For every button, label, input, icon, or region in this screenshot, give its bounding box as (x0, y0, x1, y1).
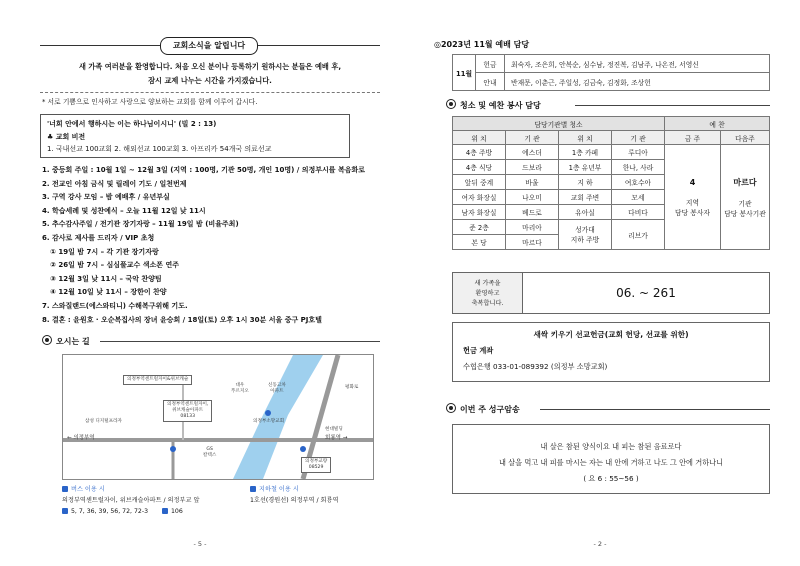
vision-verse: '너희 안에서 행하시는 이는 하나님이시니' (빌 2 : 13) (47, 120, 217, 128)
cleaning-title: 청소 및 예찬 봉사 담당 (460, 101, 541, 110)
cleaning-cell: 성가대 지하 주방 (559, 220, 612, 250)
memory-verse-title: 이번 주 성구암송 (460, 405, 520, 414)
mission-box (452, 322, 770, 382)
worship-table (452, 54, 770, 91)
newcomer-number: 06. ~ 261 (616, 286, 676, 300)
cleaning-cell: 4층 식당 (453, 160, 506, 175)
page-number: - 5 - (193, 540, 207, 548)
target-icon (446, 403, 456, 413)
cleaning-cell: 4층 주방 (453, 145, 506, 160)
welcome-line: 새 가족 여러분을 환영합니다. 처음 오신 분이나 등록하기 원하시는 분들은 예배 후, (78, 62, 342, 71)
map-station-marker (300, 446, 306, 452)
worship-month: 11월 (453, 55, 476, 91)
map-label-road: 평화로 (345, 385, 359, 390)
welcome-line: 잠시 교제 나누는 시간을 가지겠습니다. (148, 76, 272, 85)
next-week-number: 마르다 (733, 177, 757, 187)
map-label-samsung: 삼성 디지털프라자 (85, 419, 122, 424)
welcome-message (40, 60, 380, 88)
cleaning-cell: 여자 화장실 (453, 190, 506, 205)
announcement-item: 1. 중등회 주일 : 10월 1일 ~ 12월 3일 (지역 : 100명, 기관 50명, 개인 10명) / 의정부시를 복음화로 (42, 166, 366, 174)
green-bus-icon (162, 508, 168, 514)
cleaning-cell: 남자 화장실 (453, 205, 506, 220)
notice-title: 교회소식을 알립니다 (160, 37, 258, 55)
cleaning-cell: 리브가 (612, 220, 665, 250)
memory-verse-rule (540, 409, 770, 410)
mission-account: 수협은행 033-01-089392 (의정부 소망교회) (463, 362, 608, 371)
directions-heading (42, 334, 90, 348)
this-week-number: 4 (689, 177, 696, 187)
cleaning-cell: 루디아 (612, 145, 665, 160)
target-icon (446, 99, 456, 109)
column-header: 위 치 (559, 131, 612, 145)
mission-title: 새싹 키우기 선교헌금(교회 헌당, 선교를 위한) (533, 330, 689, 339)
snack-header: 예 찬 (665, 117, 770, 131)
map-label-complex: 의정부역센트럴자이&위브캐슬 (123, 375, 192, 385)
cleaning-rule (575, 105, 770, 106)
announcement-subitem: ④ 12월 10일 낮 11시 – 장한이 찬양 (50, 288, 167, 297)
vision-box (40, 114, 350, 158)
mission-account-label: 헌금 계좌 (463, 346, 494, 355)
worship-heading: ◎2023년 11월 예배 담당 (434, 40, 530, 49)
map-label-uijeongbu-station: ← 의정부역 (67, 435, 95, 441)
announcement-subitem: ③ 12월 3일 낮 11시 – 국악 찬양팀 (50, 274, 162, 283)
page-number: - 2 - (593, 540, 607, 548)
column-header: 기 관 (612, 131, 665, 145)
cleaning-cell: 나오미 (506, 190, 559, 205)
column-header: 다음주 (721, 131, 770, 145)
announcement-item: 6. 감사로 제사를 드리자 / VIP 초청 (42, 233, 155, 242)
bus-green-number: 106 (170, 508, 183, 515)
cleaning-cell: 마리아 (506, 220, 559, 235)
right-page (400, 0, 800, 566)
verse-line: 내 살은 참된 양식이요 내 피는 참된 음료로다 (540, 442, 682, 451)
cleaning-table (452, 116, 770, 250)
column-header: 위 치 (453, 131, 506, 145)
vision-text: 1. 국내선교 100교회 2. 해외선교 100교회 3. 아프리카 54개국 의료선교 (47, 145, 272, 153)
announcement-item: 5. 추수감사주일 / 전기관 장기자랑 – 11월 19일 밤 (비율주최) (42, 220, 239, 229)
map-label-shindong: 신동고차 아파트 (268, 383, 286, 394)
cleaning-cell: 유아실 (559, 205, 612, 220)
subway-info (250, 484, 338, 506)
this-week-line2: 담당 봉사자 (675, 208, 710, 217)
verse-line: 내 살을 먹고 내 피를 마시는 자는 내 안에 거하고 나도 그 안에 거하나니 (498, 458, 724, 467)
target-icon (42, 335, 52, 345)
announcement-subitem: ② 26일 밤 7시 – 심심풀교수 색소폰 연주 (50, 261, 180, 270)
cleaning-header: 담당기관별 청소 (453, 117, 665, 131)
cleaning-cell: 베드로 (506, 205, 559, 220)
memory-verse-box (452, 424, 770, 494)
map-label-hyundai: 현대빌딩 (325, 427, 343, 432)
cleaning-cell: 지 하 (559, 175, 612, 190)
cleaning-cell: 모세 (612, 190, 665, 205)
worship-names: 최숙자, 조은희, 안복순, 심수남, 정진복, 김남주, 나온전, 서영신 (505, 55, 770, 73)
memory-verse-heading (446, 402, 520, 416)
map-station-marker (170, 446, 176, 452)
cleaning-cell: 1층 유년부 (559, 160, 612, 175)
next-week-line2: 담당 봉사기관 (724, 209, 766, 218)
cleaning-cell: 준 2층 (453, 220, 506, 235)
blue-bus-icon (62, 508, 68, 514)
this-week-cell (665, 145, 721, 250)
map-label-church: 의정부소망교회 (253, 419, 285, 424)
church-map (62, 354, 374, 480)
announcement-item: 3. 구역 강사 모임 – 밤 예배후 / 유년부실 (42, 193, 170, 202)
column-header: 금 주 (665, 131, 721, 145)
subway-line: 1호선(경원선) 의정부역 / 회룡역 (250, 497, 339, 504)
next-week-line1: 기관 (738, 199, 752, 208)
directions-title: 오시는 길 (56, 337, 90, 346)
worship-role: 헌금 (476, 55, 505, 73)
directions-rule (100, 341, 380, 342)
map-label-gs: GS 칼텍스 (203, 447, 217, 458)
newcomer-label: 새 가족을 환영하고 축복합니다. (453, 273, 523, 313)
cleaning-cell: 마르다 (506, 235, 559, 250)
this-week-line1: 지역 (685, 198, 700, 207)
map-label-apartment: 의정부역센트럴자이, 위브캐슬아파트 08133 (163, 400, 212, 422)
subway-title: 지하철 이용 시 (259, 486, 299, 493)
announcement-list (42, 164, 392, 327)
next-week-cell (721, 145, 770, 250)
announcement-subitem: ① 19일 밤 7시 – 각 기관 장기자랑 (50, 247, 159, 256)
cleaning-cell: 앞뒤 중계 (453, 175, 506, 190)
subway-icon (250, 486, 256, 492)
worship-names: 반재문, 이춘근, 주일성, 김금숙, 김정화, 조상헌 (505, 73, 770, 91)
bus-title: 버스 이용 시 (71, 486, 105, 493)
cleaning-cell: 1층 카페 (559, 145, 612, 160)
cleaning-cell: 한나, 사라 (612, 160, 665, 175)
worship-role: 안내 (476, 73, 505, 91)
map-label-hoeryong: 회룡역 → (325, 435, 348, 441)
announcement-item: 4. 학습세례 및 성찬예식 – 오늘 11월 12일 낮 11시 (42, 206, 206, 215)
cleaning-cell: 드보라 (506, 160, 559, 175)
cleaning-cell: 에스더 (506, 145, 559, 160)
announcement-item: 7. 스와질랜드(에스와티니) 수해복구위해 기도. (42, 301, 188, 310)
vision-heading: ♣ 교회 비전 (47, 132, 86, 141)
cleaning-cell: 다비다 (612, 205, 665, 220)
newcomer-box (452, 272, 770, 314)
cleaning-cell: 본 당 (453, 235, 506, 250)
map-church-marker (265, 410, 271, 416)
verse-reference: ( 요 6 : 55~56 ) (583, 474, 639, 483)
column-header: 기 관 (506, 131, 559, 145)
cleaning-heading (446, 98, 541, 112)
bus-icon (62, 486, 68, 492)
cleaning-cell: 바울 (506, 175, 559, 190)
dashed-divider (40, 92, 380, 93)
bus-info (62, 484, 199, 517)
bus-stop: 의정부역센트럴자이, 위브캐슬아파트 / 의정부교 앞 (62, 497, 200, 504)
map-label-school: 의정부교량 08529 (301, 457, 331, 473)
map-label-daewoo: 대우 푸르지오 (231, 383, 249, 394)
cleaning-cell: 교회 주변 (559, 190, 612, 205)
greeting-note: * 서로 기쁨으로 인사하고 사랑으로 양보하는 교회를 함께 이루어 갑시다. (42, 98, 258, 106)
announcement-item: 2. 전교인 아침 금식 및 릴레이 기도 / 일천번제 (42, 179, 187, 188)
bus-numbers: 5, 7, 36, 39, 56, 72, 72-3 (71, 508, 149, 515)
announcement-item: 8. 결혼 : 윤원호 · 오순복집사의 장녀 윤승희 / 18일(토) 오후 1시 30분 서울 중구 PJ호텔 (42, 315, 322, 324)
cleaning-cell: 여호수아 (612, 175, 665, 190)
